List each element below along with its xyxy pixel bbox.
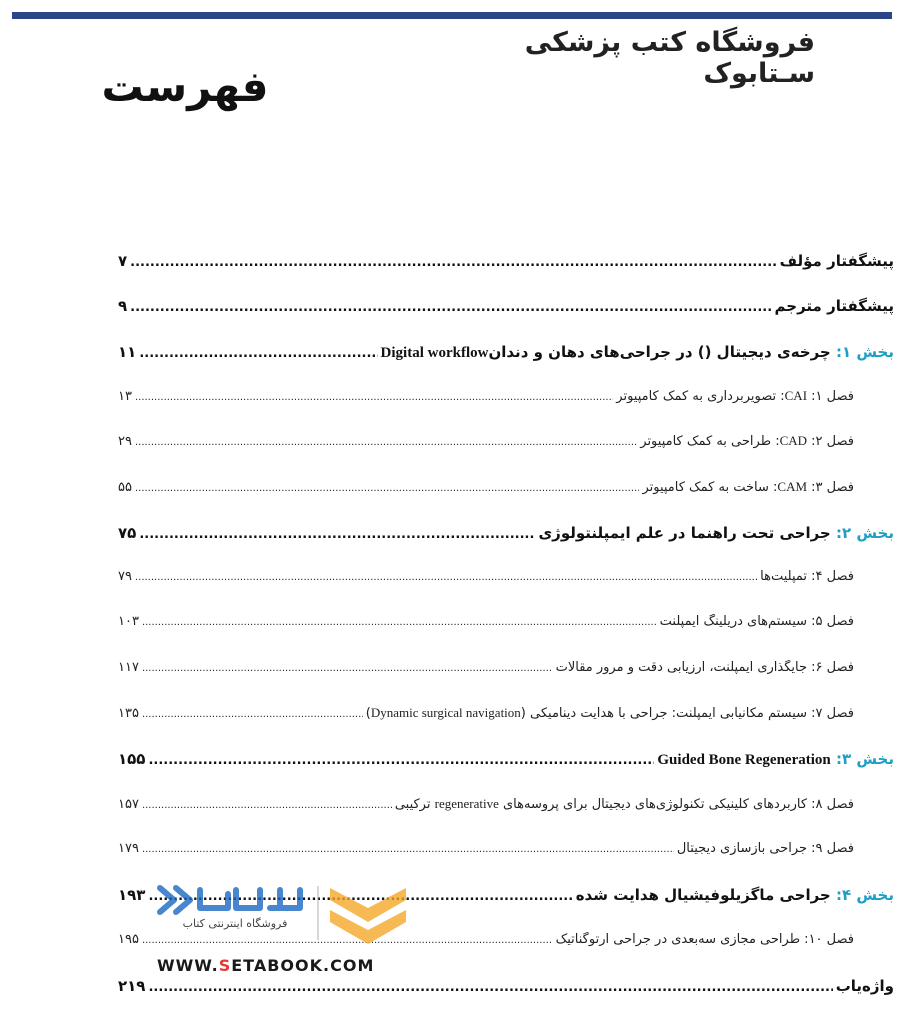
toc-entry xyxy=(118,252,894,278)
toc-entry-title: فصل ۳: CAM: ساخت به کمک کامپیوتر xyxy=(642,479,854,495)
toc-entry-title: فصل ۷: سیستم مکانیابی ایمپلنت: جراحی با هدایت دینامیکی (Dynamic surgical navigation) xyxy=(365,705,854,721)
page-heading: فهرست xyxy=(101,62,269,111)
toc-page-number: ۱۱۷ xyxy=(118,660,139,675)
watermark-url: WWW.SETABOOK.COM xyxy=(157,956,375,975)
toc-leader-dots xyxy=(142,844,674,855)
logo-wordmark-icon xyxy=(160,888,300,912)
toc-page-number: ۱۵۷ xyxy=(118,797,139,812)
toc-page-number: ۵۵ xyxy=(118,480,132,495)
toc-page-number: ۱۹۳ xyxy=(118,886,146,904)
toc-entry xyxy=(118,388,894,414)
toc-entry xyxy=(118,433,894,459)
toc-page-number: ۲۱۹ xyxy=(118,977,146,995)
toc-leader-dots xyxy=(135,572,757,583)
toc-entry-title: فصل ۱: CAI: تصویربرداری به کمک کامپیوتر xyxy=(616,388,854,404)
setabook-logo xyxy=(140,878,410,998)
toc-leader-dots xyxy=(142,663,553,674)
toc-page-number: ۱۳ xyxy=(118,389,132,404)
toc-entry-title: فصل ۱۰: طراحی مجازی سه‌بعدی در جراحی ارتوگناتیک xyxy=(555,932,854,947)
toc-entry-title: فصل ۴: تمپلیت‌ها xyxy=(760,569,854,584)
toc-page-number: ۷ xyxy=(118,252,128,270)
toc-entry xyxy=(118,569,894,595)
toc-page-number: ۹ xyxy=(118,297,128,315)
toc-leader-dots xyxy=(135,437,637,448)
toc-page-number: ۱۷۹ xyxy=(118,841,139,856)
toc-page-number: ۱۰۳ xyxy=(118,614,139,629)
toc-leader-dots xyxy=(135,392,613,403)
toc-page-number: ۱۵۵ xyxy=(118,750,146,768)
toc-entry xyxy=(118,841,894,867)
toc-leader-dots xyxy=(139,527,535,542)
toc-leader-dots xyxy=(142,617,657,628)
toc-entry-title: فصل ۶: جایگذاری ایمپلنت، ارزیابی دقت و مرور مقالات xyxy=(555,660,854,675)
toc-leader-dots xyxy=(142,800,392,811)
toc-leader-dots xyxy=(139,346,377,361)
toc-page-number: ۱۳۵ xyxy=(118,706,139,721)
toc-page-number: ۷۵ xyxy=(118,524,137,542)
toc-entry-title: فصل ۵: سیستم‌های دریلینگ ایمپلنت xyxy=(659,614,854,629)
toc-entry-title: بخش ۳: Guided Bone Regeneration xyxy=(657,750,894,768)
toc-entry-title: بخش ۴: جراحی ماگزیلوفیشیال هدایت شده xyxy=(575,886,894,904)
toc-leader-dots xyxy=(135,483,639,494)
watermark-tagline: فروشگاه اینترنتی کتاب xyxy=(182,917,288,930)
toc-entry xyxy=(118,297,894,323)
toc-entry-title: بخش ۱: چرخه‌ی دیجیتال () در جراحی‌های دهان و دندانDigital workflow xyxy=(380,343,894,361)
toc-page-number: ۱۱ xyxy=(118,343,137,361)
toc-leader-dots xyxy=(130,255,777,270)
toc-entry-title: بخش ۲: جراحی تحت راهنما در علم ایمپلنتولوژی xyxy=(538,524,894,542)
toc-entry xyxy=(118,796,894,822)
toc-leader-dots xyxy=(148,753,654,768)
toc-entry-title: فصل ۸: کاربردهای کلینیکی تکنولوژی‌های دیجیتال برای پروسه‌های regenerative ترکیبی xyxy=(394,796,854,812)
toc-leader-dots xyxy=(142,709,363,720)
toc-entry xyxy=(118,614,894,640)
toc-entry-title: پیشگفتار مترجم xyxy=(774,297,894,315)
store-title: فروشگاه کتب پزشکی سـتابوک xyxy=(524,27,815,89)
toc-entry-title: واژه‌یاب xyxy=(835,977,894,995)
toc-entry-title: پیشگفتار مؤلف xyxy=(779,252,894,270)
toc-entry-title: فصل ۹: جراحی بازسازی دیجیتال xyxy=(676,841,854,856)
toc-page-number: ۷۹ xyxy=(118,569,132,584)
toc-page-number: ۱۹۵ xyxy=(118,932,139,947)
toc-entry xyxy=(118,660,894,686)
toc-entry xyxy=(118,750,894,776)
toc-entry-title: فصل ۲: CAD: طراحی به کمک کامپیوتر xyxy=(640,433,854,449)
toc-entry xyxy=(118,479,894,505)
logo-chevron-icon xyxy=(330,888,406,944)
toc-entry xyxy=(118,705,894,731)
toc-entry xyxy=(118,524,894,550)
toc-entry xyxy=(118,343,894,369)
toc-page-number: ۲۹ xyxy=(118,434,132,449)
toc-leader-dots xyxy=(130,300,771,315)
